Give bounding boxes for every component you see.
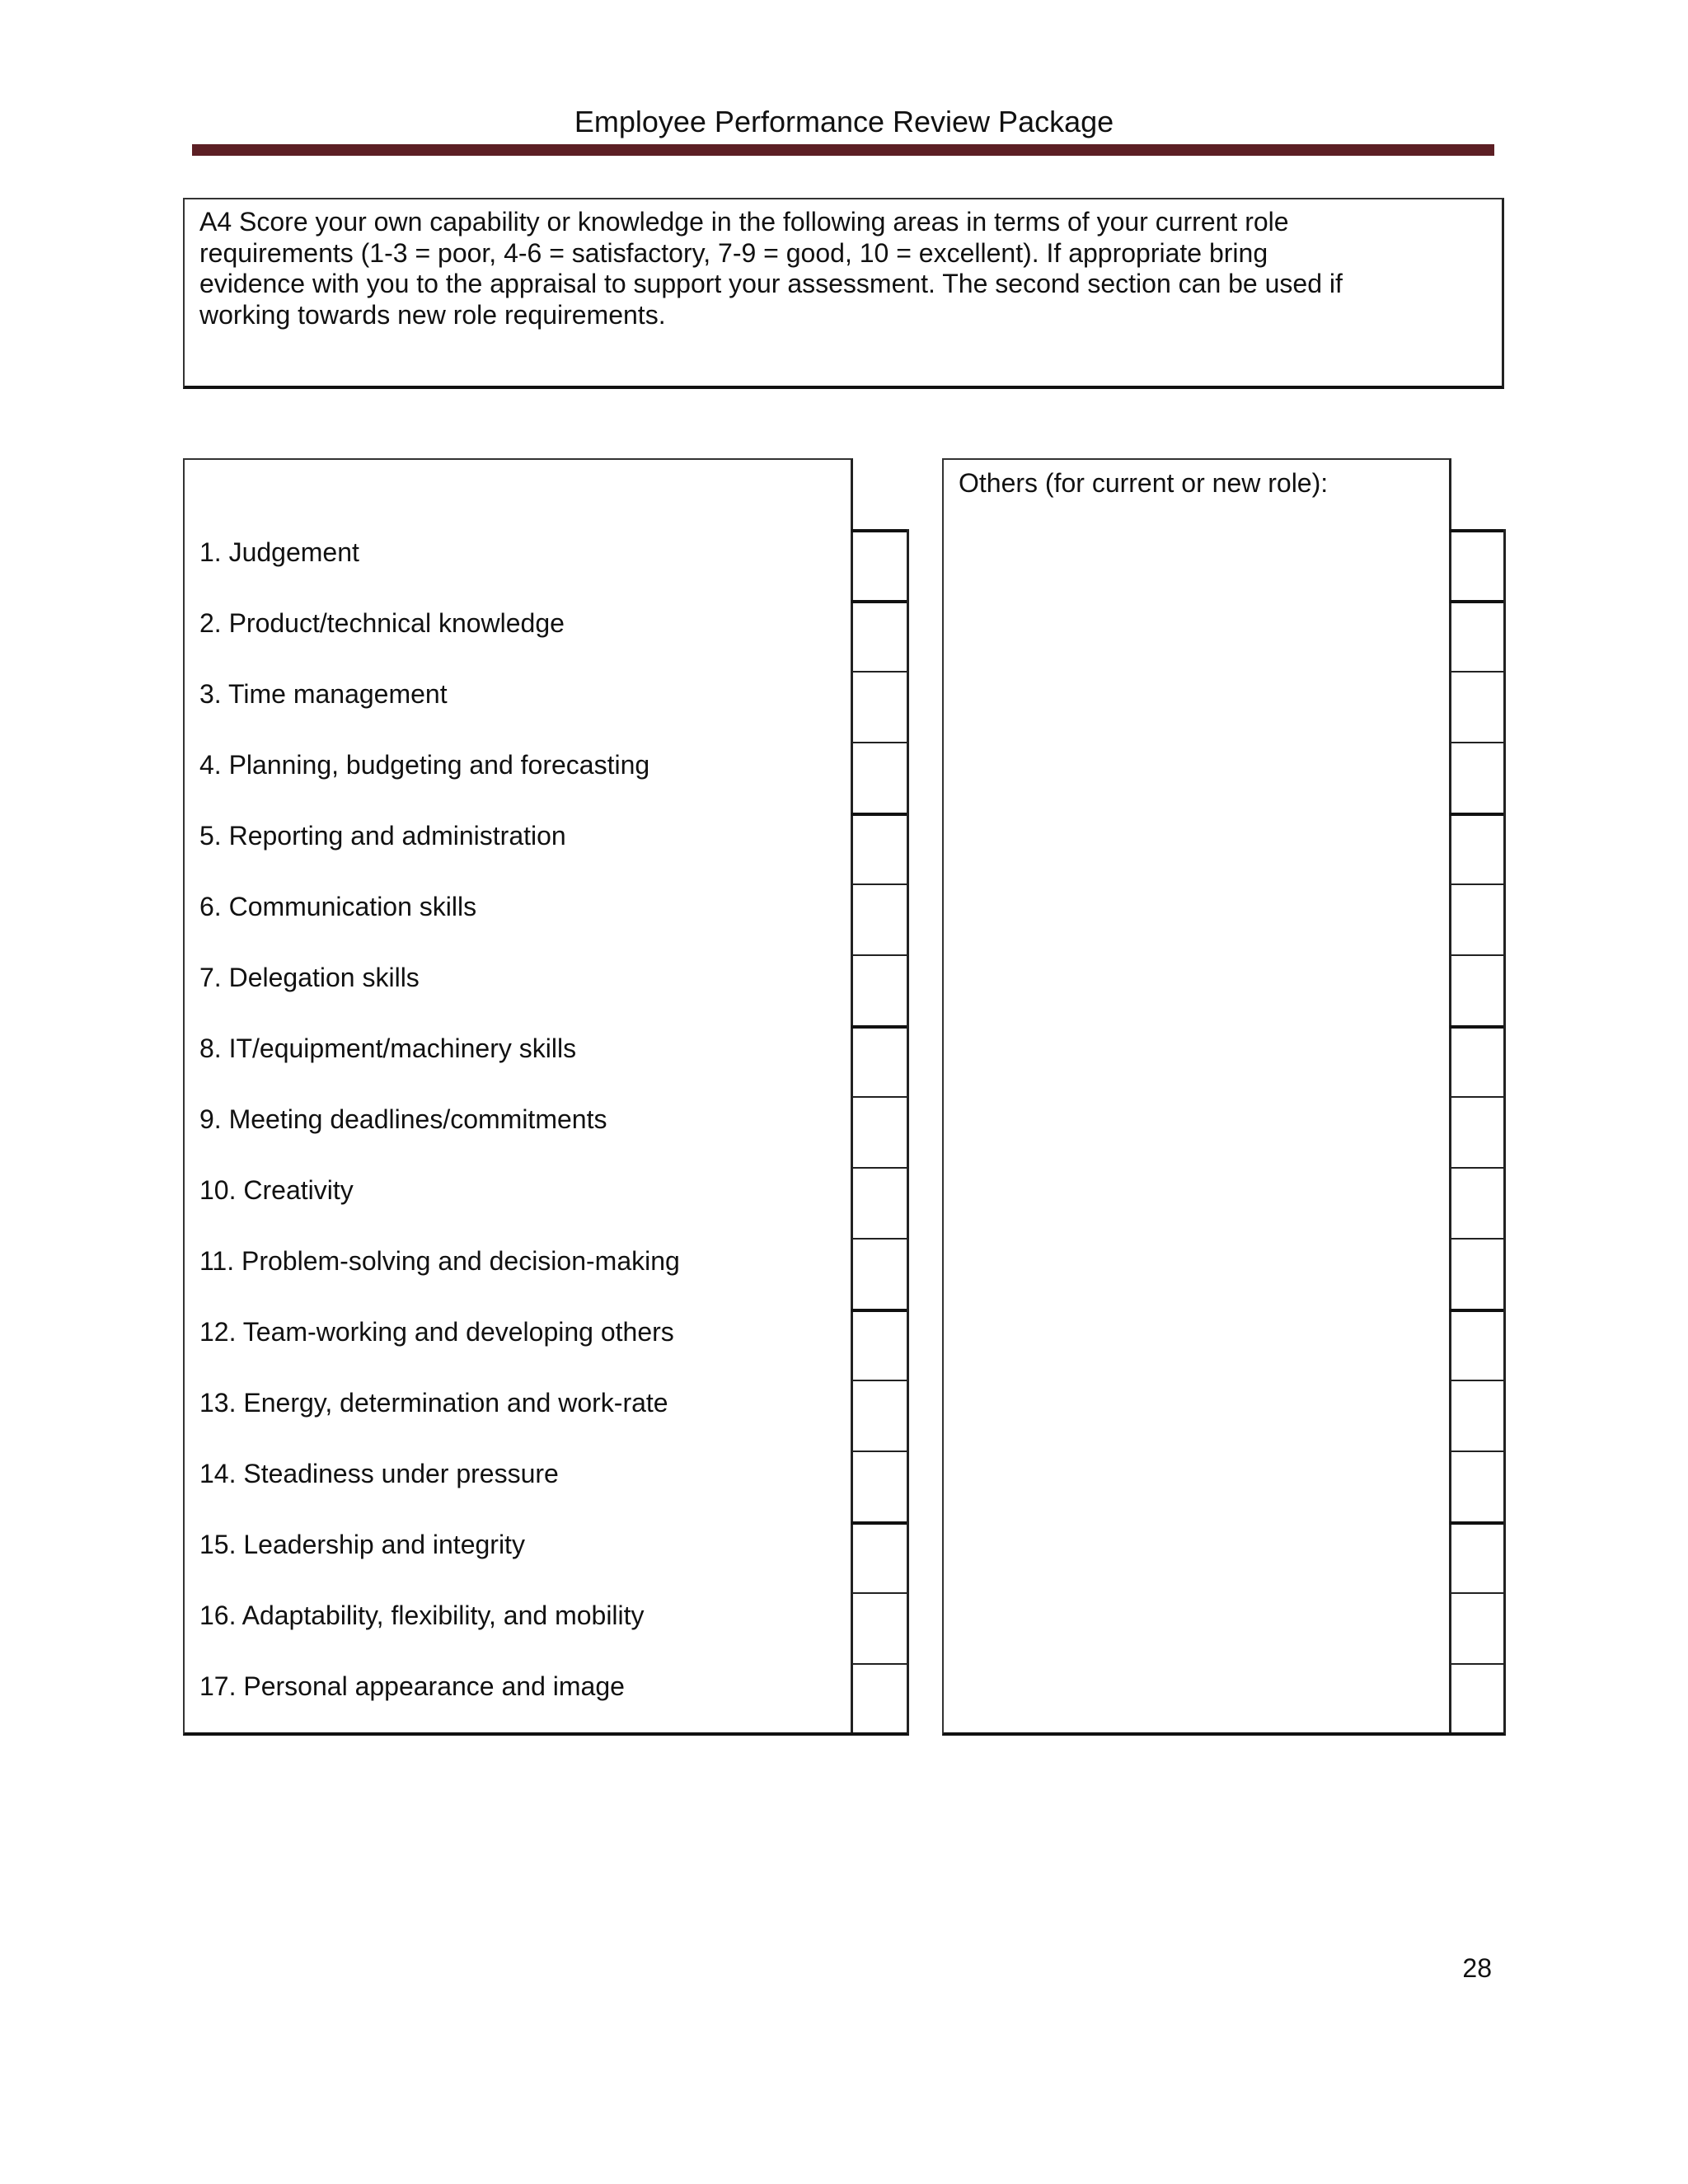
skills-panel bbox=[183, 458, 853, 1736]
instructions-text: A4 Score your own capability or knowledge in the following areas in terms of your current role requirements (1-3 = poor, 4-6 = satisfactory, 7-9 = good, 10 = excellent). If appropriate bring evidence with you to the appraisal to support your assessment. The second section can be used if working towards new role requirements. bbox=[199, 207, 1343, 330]
score-box[interactable] bbox=[851, 1309, 907, 1380]
header-rule bbox=[192, 144, 1494, 156]
skill-item-label: 15. Leadership and integrity bbox=[199, 1530, 525, 1559]
score-box[interactable] bbox=[1450, 813, 1503, 883]
score-box[interactable] bbox=[1450, 1309, 1503, 1380]
score-box[interactable] bbox=[1450, 954, 1503, 1025]
score-box[interactable] bbox=[1450, 671, 1503, 742]
score-box[interactable] bbox=[851, 671, 907, 742]
score-box[interactable] bbox=[851, 1025, 907, 1096]
skill-item-label: 1. Judgement bbox=[199, 537, 359, 567]
skill-item-label: 6. Communication skills bbox=[199, 892, 477, 921]
score-box[interactable] bbox=[1450, 742, 1503, 813]
skill-item-label: 5. Reporting and administration bbox=[199, 821, 566, 851]
score-box[interactable] bbox=[851, 1238, 907, 1309]
score-box[interactable] bbox=[1450, 883, 1503, 954]
score-box[interactable] bbox=[1450, 600, 1503, 671]
others-panel[interactable] bbox=[942, 458, 1451, 1736]
skill-item-label: 13. Energy, determination and work-rate bbox=[199, 1388, 668, 1418]
skill-item-label: 9. Meeting deadlines/commitments bbox=[199, 1104, 607, 1134]
score-box[interactable] bbox=[1450, 529, 1503, 600]
page-title: Employee Performance Review Package bbox=[574, 105, 1114, 138]
score-box[interactable] bbox=[1450, 1025, 1503, 1096]
score-box[interactable] bbox=[851, 529, 907, 600]
score-box[interactable] bbox=[851, 1096, 907, 1167]
page-number: 28 bbox=[1462, 1953, 1492, 1983]
score-box[interactable] bbox=[851, 1592, 907, 1663]
score-box[interactable] bbox=[1450, 1521, 1503, 1592]
score-box[interactable] bbox=[1450, 1451, 1503, 1521]
skill-item-label: 8. IT/equipment/machinery skills bbox=[199, 1033, 577, 1063]
score-box[interactable] bbox=[851, 1380, 907, 1451]
others-label: Others (for current or new role): bbox=[959, 468, 1329, 498]
skill-item-label: 12. Team-working and developing others bbox=[199, 1317, 674, 1347]
score-box[interactable] bbox=[851, 1451, 907, 1521]
score-box[interactable] bbox=[851, 1521, 907, 1592]
score-box[interactable] bbox=[851, 1663, 907, 1732]
score-box[interactable] bbox=[1450, 1238, 1503, 1309]
score-box[interactable] bbox=[851, 883, 907, 954]
score-column-current bbox=[851, 529, 909, 1736]
skill-item-label: 3. Time management bbox=[199, 679, 448, 709]
score-column-others bbox=[1450, 529, 1506, 1736]
score-box[interactable] bbox=[1450, 1663, 1503, 1732]
skill-item-label: 4. Planning, budgeting and forecasting bbox=[199, 750, 650, 780]
score-box[interactable] bbox=[851, 1167, 907, 1238]
score-box[interactable] bbox=[1450, 1096, 1503, 1167]
score-box[interactable] bbox=[1450, 1592, 1503, 1663]
instructions-box bbox=[183, 198, 1504, 389]
skill-item-label: 17. Personal appearance and image bbox=[199, 1671, 625, 1701]
score-box[interactable] bbox=[851, 954, 907, 1025]
score-box[interactable] bbox=[1450, 1167, 1503, 1238]
score-box[interactable] bbox=[1450, 1380, 1503, 1451]
skill-item-label: 2. Product/technical knowledge bbox=[199, 608, 565, 638]
score-box[interactable] bbox=[851, 813, 907, 883]
skill-item-label: 11. Problem-solving and decision-making bbox=[199, 1246, 680, 1276]
skill-item-label: 10. Creativity bbox=[199, 1175, 354, 1205]
score-box[interactable] bbox=[851, 742, 907, 813]
skill-item-label: 14. Steadiness under pressure bbox=[199, 1459, 559, 1488]
score-box[interactable] bbox=[851, 600, 907, 671]
skill-item-label: 16. Adaptability, flexibility, and mobility bbox=[199, 1601, 645, 1630]
skill-item-label: 7. Delegation skills bbox=[199, 963, 420, 992]
